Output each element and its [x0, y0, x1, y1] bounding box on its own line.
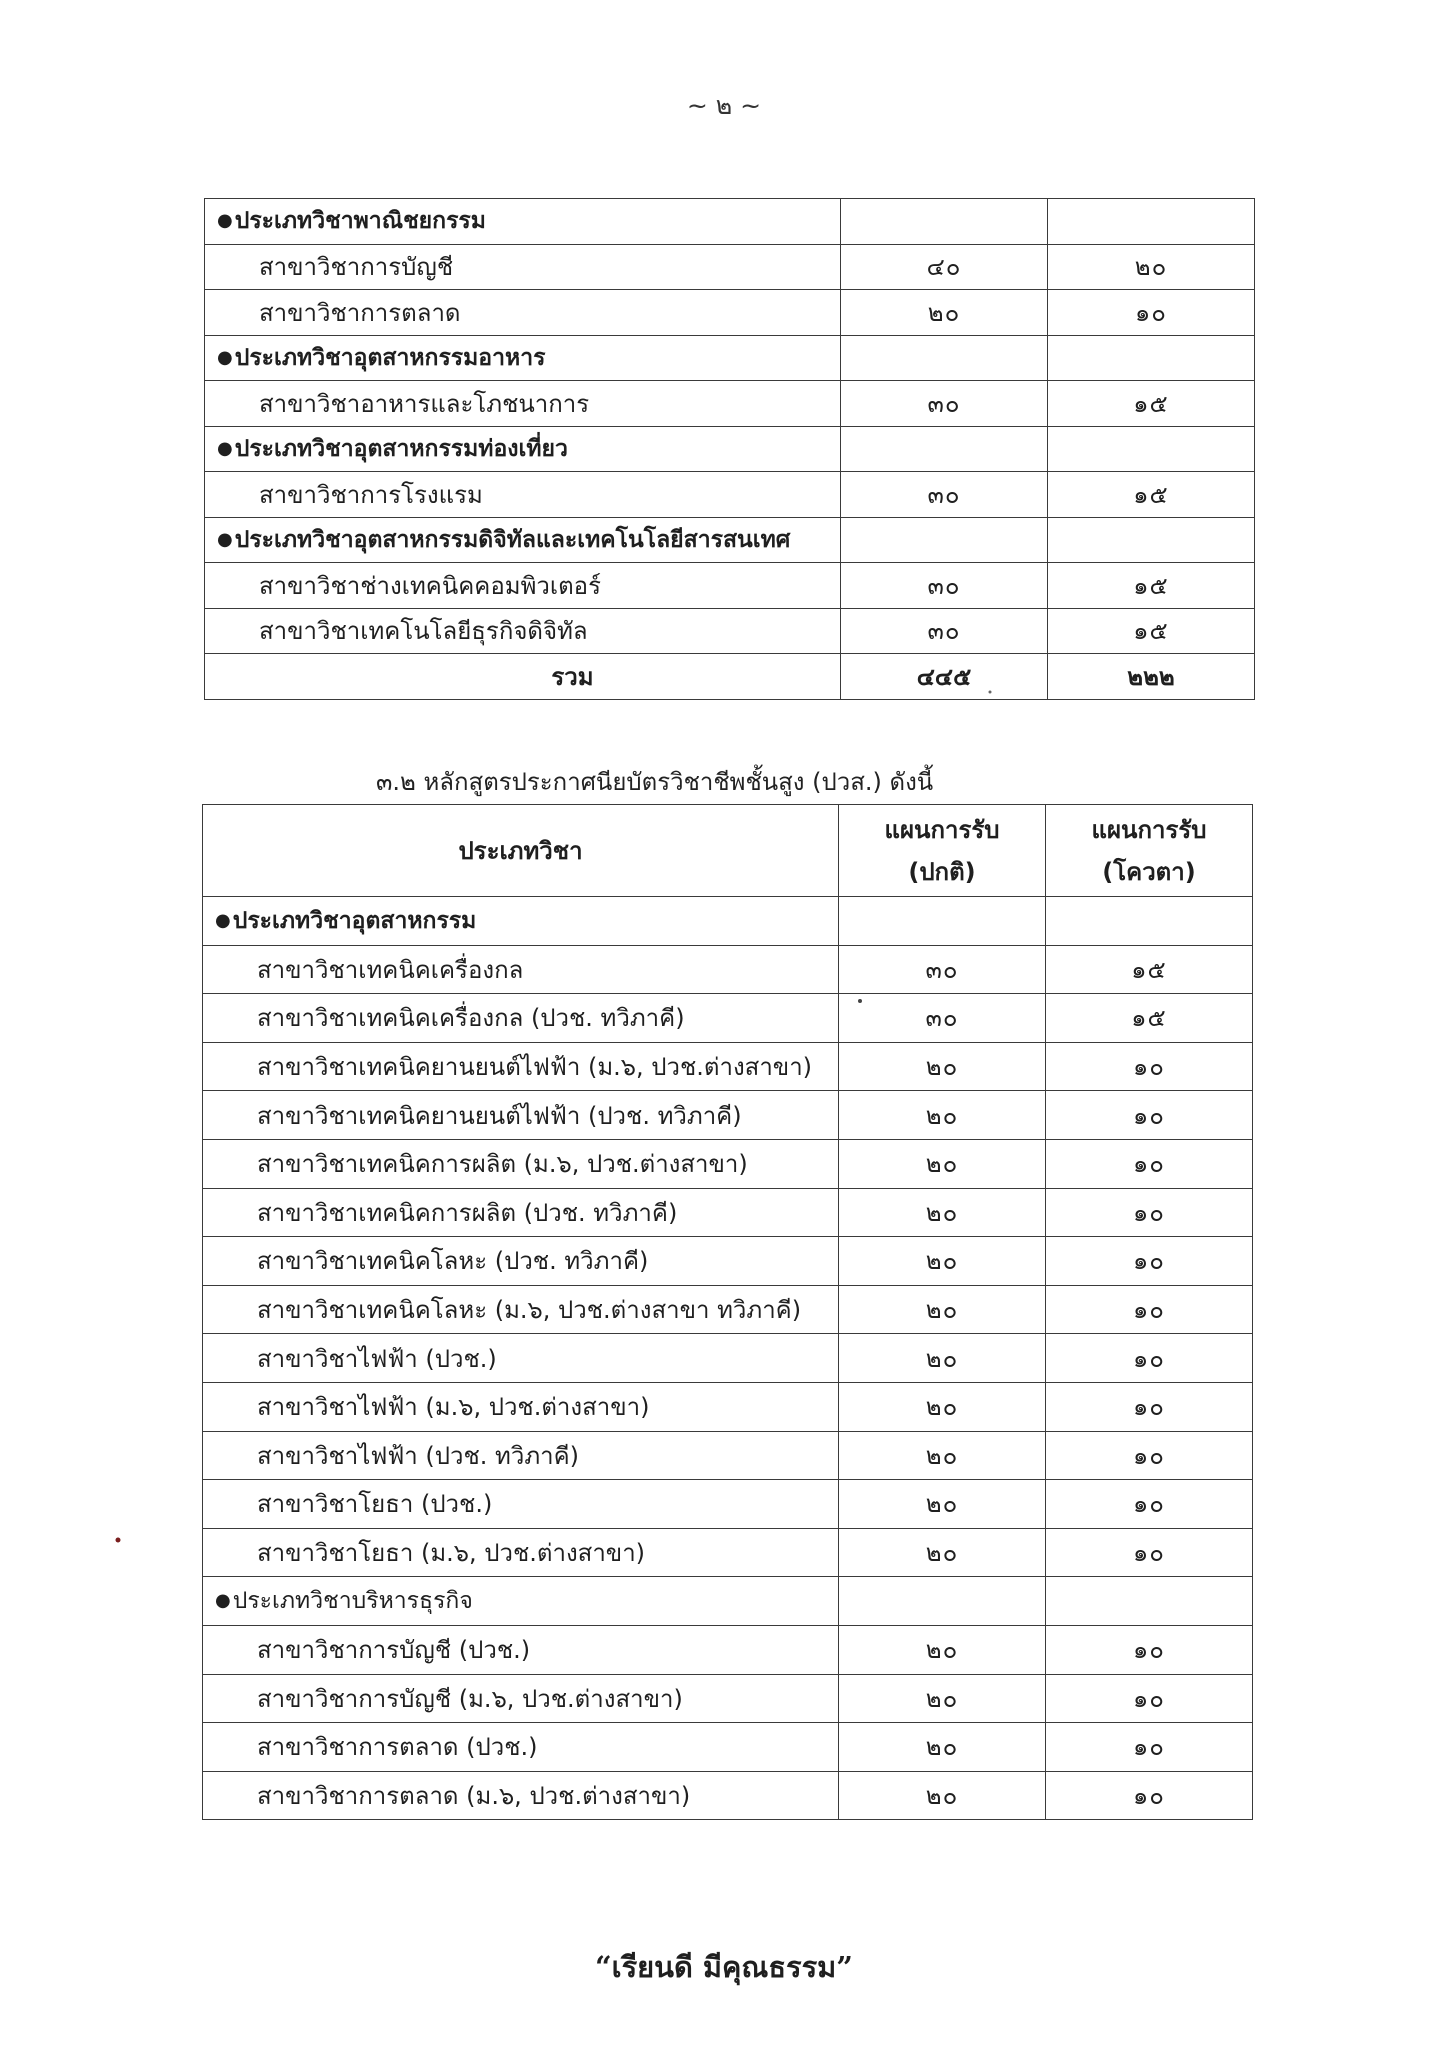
normal-count: ๓๐	[841, 381, 1048, 427]
program-name: สาขาวิชาโยธา (ปวช.)	[203, 1480, 839, 1529]
normal-count: ๓๐	[841, 608, 1048, 654]
quota-count: ๑๐	[1046, 1625, 1253, 1674]
normal-count: ๒๐	[839, 1139, 1046, 1188]
program-name: สาขาวิชาอาหารและโภชนาการ	[205, 381, 841, 427]
program-name: สาขาวิชาเทคโนโลยีธุรกิจดิจิทัล	[205, 608, 841, 654]
category-label: ประเภทวิชาบริหารธุรกิจ	[232, 1588, 473, 1615]
scan-speck	[989, 691, 992, 694]
quota-count: ๑๐	[1046, 1771, 1253, 1820]
normal-count: ๒๐	[839, 1334, 1046, 1383]
quota-count: ๑๕	[1048, 563, 1255, 609]
category-label: ประเภทวิชาอุตสาหกรรมท่องเที่ยว	[234, 435, 568, 462]
category-label: ประเภทวิชาพาณิชยกรรม	[234, 208, 486, 235]
quota-count: ๑๐	[1046, 1480, 1253, 1529]
header-normal-line1: แผนการรับ	[884, 815, 1000, 844]
school-motto: “เรียนดี มีคุณธรรม”	[595, 1950, 853, 1984]
bullet-icon: ●	[217, 346, 233, 368]
total-label: รวม	[205, 654, 841, 700]
category-label: ประเภทวิชาอุตสาหกรรมอาหาร	[234, 344, 546, 371]
quota-count: ๑๕	[1046, 945, 1253, 994]
bullet-icon: ●	[217, 210, 233, 232]
quota-count: ๑๐	[1046, 1431, 1253, 1480]
quota-count: ๑๕	[1048, 381, 1255, 427]
normal-count: ๓๐	[839, 994, 1046, 1043]
program-name: สาขาวิชาไฟฟ้า (ปวช. ทวิภาคี)	[203, 1431, 839, 1480]
header-type-label: ประเภทวิชา	[458, 836, 583, 865]
program-name: สาขาวิชาการตลาด	[205, 290, 841, 336]
program-name: สาขาวิชาเทคนิคเครื่องกล	[203, 945, 839, 994]
program-name: สาขาวิชาการตลาด (ม.๖, ปวช.ต่างสาขา)	[203, 1771, 839, 1820]
normal-count: ๒๐	[839, 1723, 1046, 1772]
program-name: สาขาวิชาช่างเทคนิคคอมพิวเตอร์	[205, 563, 841, 609]
quota-count: ๑๕	[1048, 472, 1255, 518]
quota-count: ๑๐	[1046, 1723, 1253, 1772]
normal-count: ๒๐	[839, 1771, 1046, 1820]
quota-count: ๒๐	[1048, 244, 1255, 290]
normal-count: ๒๐	[839, 1625, 1046, 1674]
scan-speck	[858, 999, 862, 1003]
normal-count: ๒๐	[839, 1431, 1046, 1480]
normal-count: ๒๐	[839, 1674, 1046, 1723]
quota-count: ๑๐	[1046, 1334, 1253, 1383]
quota-count: ๑๐	[1046, 1237, 1253, 1286]
normal-count: ๓๐	[841, 563, 1048, 609]
normal-count: ๓๐	[839, 945, 1046, 994]
total-normal: ๔๔๕	[841, 654, 1048, 700]
normal-count: ๒๐	[839, 1237, 1046, 1286]
category-label: ประเภทวิชาอุตสาหกรรมดิจิทัลและเทคโนโลยีสารสนเทศ	[234, 526, 791, 553]
program-name: สาขาวิชาเทคนิคเครื่องกล (ปวช. ทวิภาคี)	[203, 994, 839, 1043]
program-name: สาขาวิชาการบัญชี	[205, 244, 841, 290]
quota-count: ๑๕	[1046, 994, 1253, 1043]
quota-count: ๑๐	[1048, 290, 1255, 336]
program-name: สาขาวิชาเทคนิคยานยนต์ไฟฟ้า (ม.๖, ปวช.ต่างสาขา)	[203, 1042, 839, 1091]
normal-count: ๒๐	[839, 1285, 1046, 1334]
header-quota-line2: (โควตา)	[1102, 857, 1196, 886]
category-label: ประเภทวิชาอุตสาหกรรม	[232, 907, 477, 934]
quota-count: ๑๐	[1046, 1285, 1253, 1334]
bullet-icon: ●	[215, 909, 231, 931]
bullet-icon: ●	[215, 1590, 231, 1612]
quota-count: ๑๐	[1046, 1674, 1253, 1723]
quota-count: ๑๐	[1046, 1528, 1253, 1577]
quota-count: ๑๐	[1046, 1382, 1253, 1431]
header-quota-line1: แผนการรับ	[1091, 815, 1207, 844]
program-name: สาขาวิชาเทคนิคการผลิต (ม.๖, ปวช.ต่างสาขา)	[203, 1139, 839, 1188]
quota-count: ๑๐	[1046, 1042, 1253, 1091]
normal-count: ๒๐	[839, 1480, 1046, 1529]
program-name: สาขาวิชาไฟฟ้า (ปวช.)	[203, 1334, 839, 1383]
quota-count: ๑๐	[1046, 1139, 1253, 1188]
page-number: ~ ๒ ~	[686, 91, 762, 120]
program-name: สาขาวิชาโยธา (ม.๖, ปวช.ต่างสาขา)	[203, 1528, 839, 1577]
normal-count: ๒๐	[839, 1382, 1046, 1431]
quota-count: ๑๕	[1048, 608, 1255, 654]
scan-speck	[116, 1538, 121, 1543]
header-normal-line2: (ปกติ)	[908, 857, 976, 886]
program-name: สาขาวิชาการบัญชี (ม.๖, ปวช.ต่างสาขา)	[203, 1674, 839, 1723]
program-name: สาขาวิชาการตลาด (ปวช.)	[203, 1723, 839, 1772]
normal-count: ๒๐	[839, 1528, 1046, 1577]
quota-count: ๑๐	[1046, 1091, 1253, 1140]
normal-count: ๒๐	[841, 290, 1048, 336]
program-name: สาขาวิชาเทคนิคการผลิต (ปวช. ทวิภาคี)	[203, 1188, 839, 1237]
program-name: สาขาวิชาไฟฟ้า (ม.๖, ปวช.ต่างสาขา)	[203, 1382, 839, 1431]
bullet-icon: ●	[217, 528, 233, 550]
normal-count: ๒๐	[839, 1091, 1046, 1140]
program-name: สาขาวิชาการบัญชี (ปวช.)	[203, 1625, 839, 1674]
program-name: สาขาวิชาเทคนิคยานยนต์ไฟฟ้า (ปวช. ทวิภาคี)	[203, 1091, 839, 1140]
program-name: สาขาวิชาเทคนิคโลหะ (ม.๖, ปวช.ต่างสาขา ทวิภาคี)	[203, 1285, 839, 1334]
section-title: ๓.๒ หลักสูตรประกาศนียบัตรวิชาชีพชั้นสูง (ปวส.) ดังนี้	[376, 768, 934, 796]
bullet-icon: ●	[217, 437, 233, 459]
normal-count: ๒๐	[839, 1042, 1046, 1091]
total-quota: ๒๒๒	[1048, 654, 1255, 700]
normal-count: ๔๐	[841, 244, 1048, 290]
normal-count: ๒๐	[839, 1188, 1046, 1237]
normal-count: ๓๐	[841, 472, 1048, 518]
program-name: สาขาวิชาการโรงแรม	[205, 472, 841, 518]
quota-count: ๑๐	[1046, 1188, 1253, 1237]
program-name: สาขาวิชาเทคนิคโลหะ (ปวช. ทวิภาคี)	[203, 1237, 839, 1286]
